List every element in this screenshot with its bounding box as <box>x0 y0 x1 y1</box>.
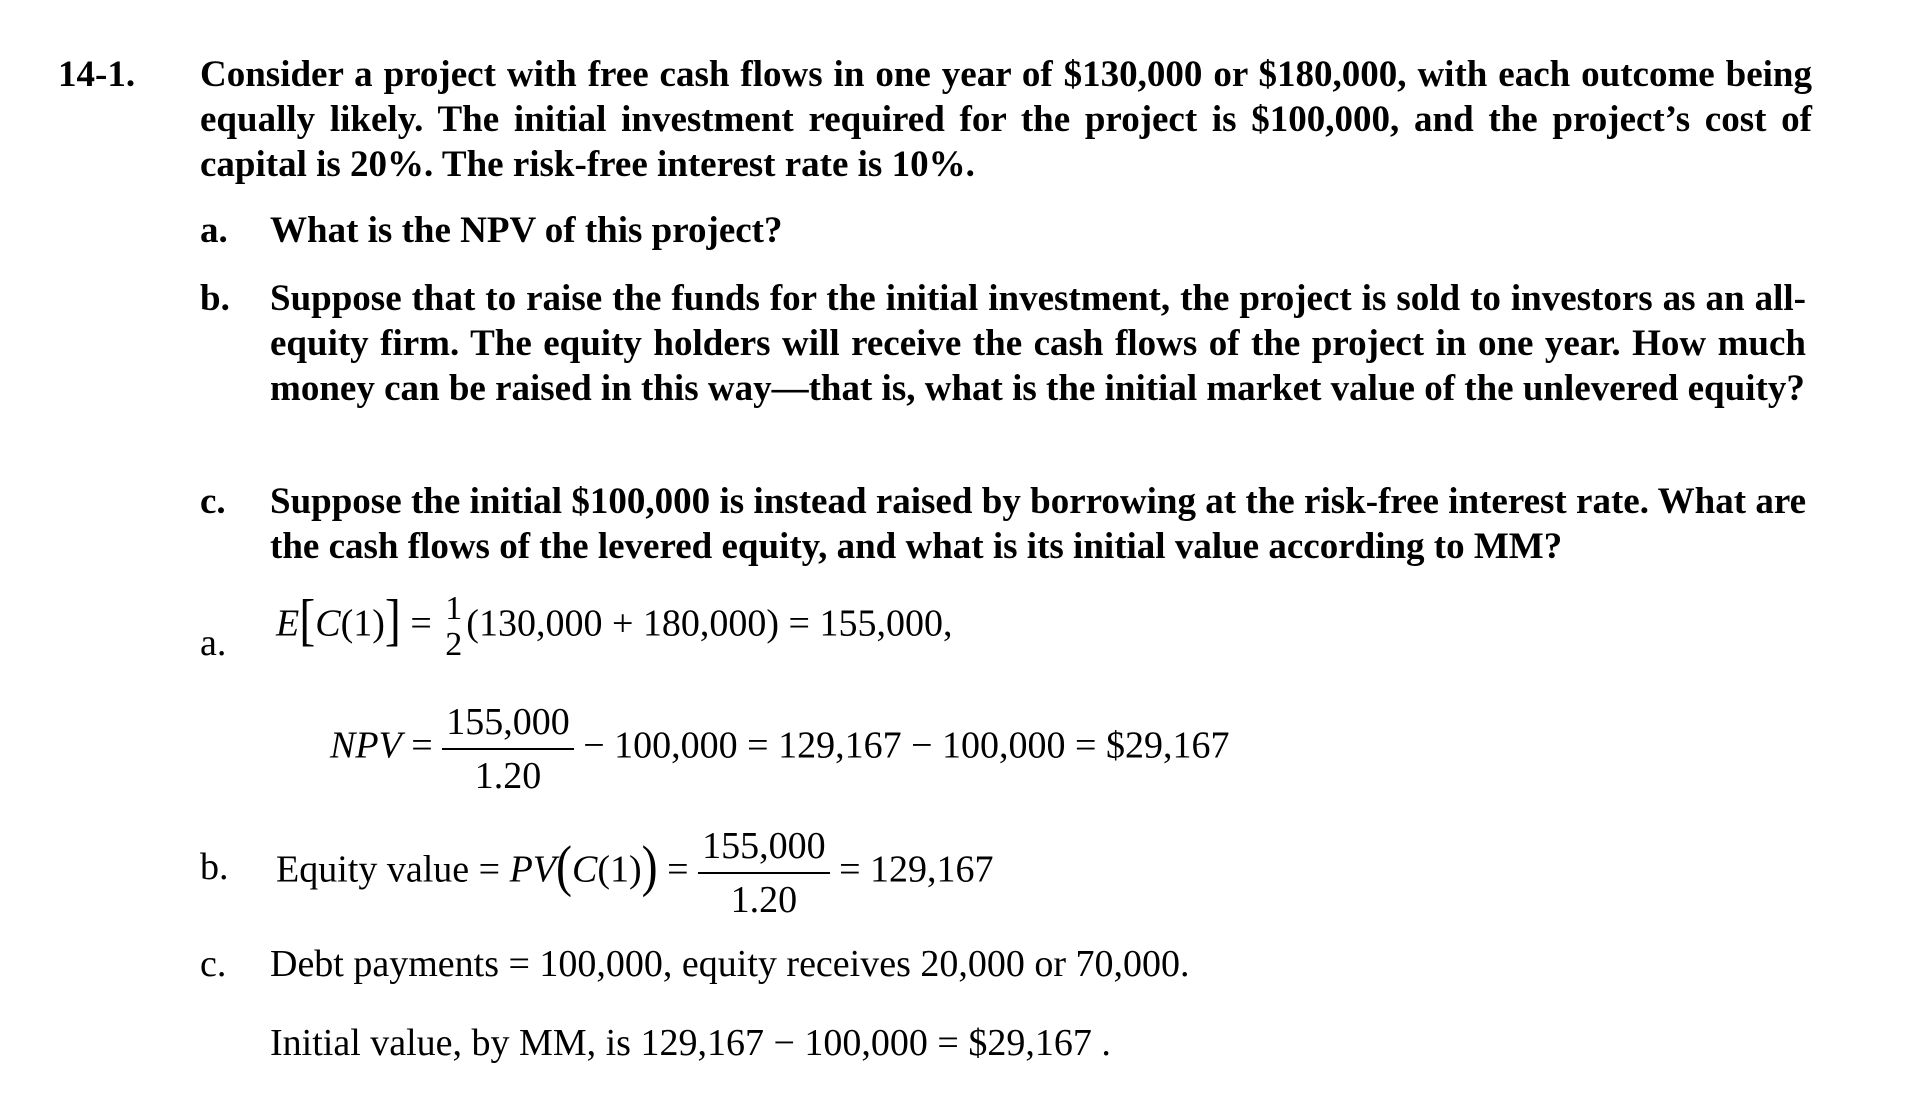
part-c-question: Suppose the initial $100,000 is instead raised by borrowing at the risk-free interest rate. What are the cash flows of the levered equity, and what is its initial value according to MM? <box>270 481 1806 567</box>
solution-c-label: c. <box>200 943 227 985</box>
fraction-denominator: 1.20 <box>698 872 830 926</box>
equity-value-prefix: Equity value = <box>276 848 510 891</box>
part-b-label: b. <box>200 278 230 319</box>
cash-flow-symbol: C <box>315 602 341 645</box>
solution-b-label: b. <box>200 846 229 888</box>
one-half-fraction <box>441 591 466 663</box>
fraction-numerator: 155,000 <box>702 825 826 867</box>
fraction-denominator: 2 <box>445 626 463 663</box>
expectation-symbol: E <box>276 602 300 645</box>
npv-fraction <box>442 696 574 802</box>
equals-sign: = <box>410 602 432 645</box>
equals-sign: = <box>667 848 689 891</box>
part-a-question: What is the NPV of this project? <box>270 210 783 251</box>
solution-a-npv-equation <box>330 696 1229 802</box>
expected-value-rest: (130,000 + 180,000) = 155,000, <box>466 602 953 645</box>
part-b-question: Suppose that to raise the funds for the initial investment, the project is sold to investors as an all-equity firm. The equity holders will receive the cash flows of the project in one year. How much money can be raised in this way—that is, what is the initial market value of the unlevered equity? <box>270 278 1806 409</box>
solution-a-expected-equation: E[C(1)] = 1 2 (130,000 + 180,000) = 155,000, <box>276 588 953 663</box>
equals-sign: = <box>411 724 433 767</box>
solution-a-label: a. <box>200 622 227 664</box>
fraction-numerator: 1 <box>445 590 463 627</box>
solution-b-equation: Equity value = PV(C(1)) = $\frac{155,000}{1.20}$ = 129,167 <box>276 820 994 926</box>
part-c-label: c. <box>200 481 226 522</box>
equity-value-fraction <box>698 820 830 926</box>
solution-c-line-2: Initial value, by MM, is 129,167 − 100,000 = $29,167 . <box>270 1022 1111 1064</box>
cash-flow-symbol: C <box>571 848 598 891</box>
pv-symbol: PV <box>509 848 556 891</box>
equity-value-rest: = 129,167 <box>839 848 994 891</box>
npv-symbol: NPV <box>330 724 402 767</box>
solution-c-line-1: Debt payments = 100,000, equity receives 20,000 or 70,000. <box>270 943 1190 985</box>
fraction-numerator: 155,000 <box>446 701 570 743</box>
problem-number: 14-1. <box>58 54 136 95</box>
npv-rest: − 100,000 = 129,167 − 100,000 = $29,167 <box>583 724 1230 767</box>
fraction-denominator: 1.20 <box>442 748 574 802</box>
period-one: (1) <box>597 848 642 891</box>
part-a-label: a. <box>200 210 228 251</box>
period-one: (1) <box>340 602 385 645</box>
problem-statement: Consider a project with free cash flows in one year of $130,000 or $180,000, with each outcome being equally likely. The initial investment required for the project is $100,000, and the project’s cost of capital is 20%. The risk-free interest rate is 10%. <box>200 54 1812 185</box>
